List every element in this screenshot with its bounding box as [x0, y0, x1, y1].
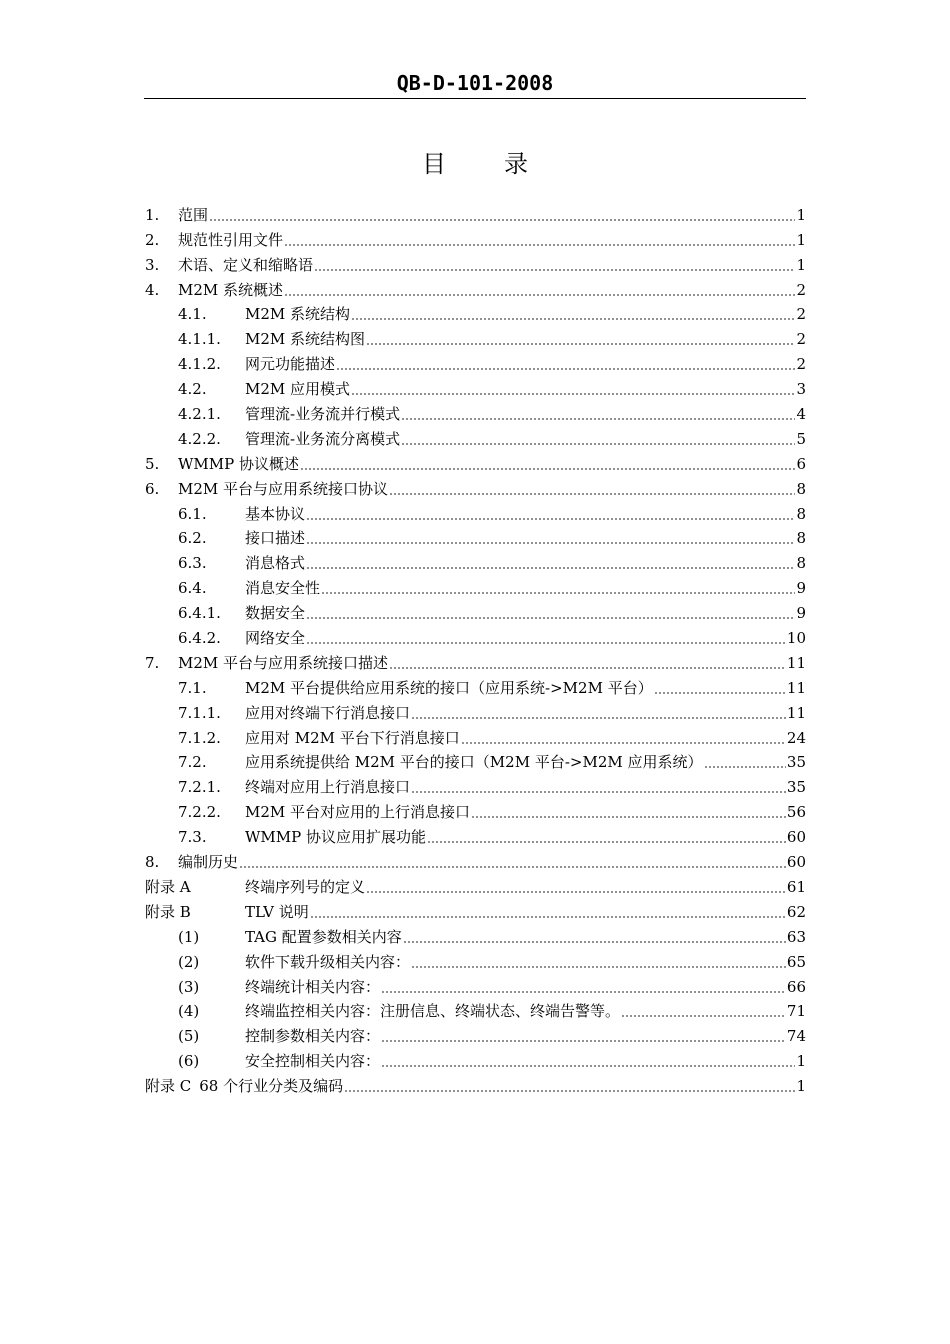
toc-entry[interactable]: [145, 424, 806, 449]
toc-entry-page: 62: [786, 902, 806, 921]
toc-entry-title: M2M 系统概述: [178, 280, 284, 299]
toc-entry-number: 4.2.: [178, 380, 207, 399]
toc-dot-leader: [389, 493, 795, 495]
toc-dot-leader: [389, 667, 786, 669]
toc-entry-page: 11: [786, 703, 806, 722]
toc-dot-leader: [239, 866, 786, 868]
toc-entry-page: 6: [796, 454, 806, 473]
toc-entry-title: 管理流-业务流分离模式: [245, 429, 401, 448]
toc-entry[interactable]: [145, 474, 806, 499]
toc-entry[interactable]: [145, 723, 806, 748]
toc-entry[interactable]: [145, 947, 806, 972]
toc-entry-number: 4.2.1.: [178, 405, 221, 424]
toc-entry-page: 24: [786, 728, 806, 747]
toc-entry-number: 附录 C: [145, 1077, 192, 1096]
toc-entry-number: (4): [178, 1002, 200, 1021]
toc-entry-number: 7.2.1.: [178, 778, 221, 797]
toc-entry-title: 编制历史: [178, 853, 239, 872]
toc-dot-leader: [300, 468, 795, 470]
toc-entry-title: 基本协议: [245, 504, 306, 523]
toc-entry-number: 6.2.: [178, 529, 207, 548]
toc-entry-title: M2M 平台提供给应用系统的接口（应用系统->M2M 平台）: [245, 678, 653, 697]
toc-entry[interactable]: [145, 499, 806, 524]
toc-entry-title: 管理流-业务流并行模式: [245, 405, 401, 424]
toc-entry-number: (5): [178, 1027, 200, 1046]
toc-dot-leader: [381, 1040, 786, 1042]
toc-entry-title: 范围: [178, 205, 209, 224]
toc-entry[interactable]: [145, 623, 806, 648]
toc-entry[interactable]: [145, 324, 806, 349]
toc-entry-number: 7.1.1.: [178, 703, 221, 722]
toc-entry[interactable]: [145, 847, 806, 872]
toc-title-char-2: 录: [504, 150, 528, 178]
toc-entry[interactable]: [145, 648, 806, 673]
toc-entry-title: M2M 系统结构图: [245, 330, 366, 349]
toc-entry-number: (3): [178, 977, 200, 996]
toc-dot-leader: [306, 542, 795, 544]
toc-dot-leader: [284, 244, 795, 246]
toc-dot-leader: [621, 1015, 786, 1017]
toc-entry[interactable]: [145, 598, 806, 623]
toc-entry-number: 5.: [145, 454, 160, 473]
toc-entry[interactable]: [145, 1071, 806, 1096]
toc-entry-page: 63: [786, 927, 806, 946]
toc-entry-number: 1.: [145, 205, 160, 224]
toc-entry-number: (6): [178, 1052, 200, 1071]
toc-dot-leader: [471, 816, 786, 818]
toc-entry[interactable]: [145, 374, 806, 399]
toc-entry-title: 网络安全: [245, 629, 306, 648]
toc-entry-title: M2M 平台与应用系统接口协议: [178, 479, 389, 498]
toc-entry-title: 终端统计相关内容：: [245, 977, 381, 996]
toc-entry-number: 7.2.: [178, 753, 207, 772]
toc-entry-number: 8.: [145, 853, 160, 872]
toc-entry-page: 2: [796, 355, 806, 374]
toc-entry-number: (1): [178, 927, 200, 946]
toc-entry[interactable]: [145, 300, 806, 325]
toc-entry[interactable]: [145, 399, 806, 424]
toc-title: [0, 146, 950, 182]
toc-entry-title: 终端序列号的定义: [245, 877, 366, 896]
toc-entry[interactable]: [145, 250, 806, 275]
toc-entry[interactable]: [145, 349, 806, 374]
toc-entry-number: 6.: [145, 479, 160, 498]
toc-entry-page: 35: [786, 753, 806, 772]
toc-entry-number: 2.: [145, 230, 160, 249]
toc-entry-number: 附录 B: [145, 902, 191, 921]
toc-dot-leader: [306, 518, 795, 520]
toc-entry-page: 56: [786, 803, 806, 822]
toc-dot-leader: [403, 941, 786, 943]
toc-entry-number: 4.2.2.: [178, 429, 221, 448]
toc-entry-page: 1: [796, 1052, 806, 1071]
toc-entry-number: 6.4.: [178, 579, 207, 598]
toc-entry-page: 8: [796, 479, 806, 498]
toc-entry-number: 4.1.: [178, 305, 207, 324]
toc-entry-page: 2: [796, 330, 806, 349]
toc-dot-leader: [351, 393, 795, 395]
toc-entry-page: 1: [796, 205, 806, 224]
toc-dot-leader: [704, 766, 786, 768]
toc-entry-page: 61: [786, 877, 806, 896]
toc-entry-number: 4.1.1.: [178, 330, 221, 349]
toc-entry-title: 网元功能描述: [245, 355, 336, 374]
toc-entry[interactable]: [145, 673, 806, 698]
toc-entry-title: 68 个行业分类及编码: [199, 1077, 344, 1096]
toc-entry-page: 10: [786, 629, 806, 648]
page-header: [144, 68, 806, 99]
toc-entry-title: M2M 平台与应用系统接口描述: [178, 653, 389, 672]
toc-dot-leader: [344, 1090, 795, 1092]
toc-entry-title: 应用对终端下行消息接口: [245, 703, 411, 722]
toc-entry-number: 附录 A: [145, 877, 191, 896]
toc-entry-title: 应用系统提供给 M2M 平台的接口（M2M 平台->M2M 应用系统）: [245, 753, 703, 772]
toc-dot-leader: [401, 443, 795, 445]
toc-dot-leader: [306, 567, 795, 569]
toc-entry[interactable]: [145, 772, 806, 797]
toc-entry-page: 71: [786, 1002, 806, 1021]
toc-entry-page: 65: [786, 952, 806, 971]
toc-dot-leader: [411, 966, 786, 968]
toc-entry[interactable]: [145, 524, 806, 549]
toc-entry-page: 8: [796, 529, 806, 548]
toc-entry-title: 安全控制相关内容：: [245, 1052, 381, 1071]
toc-dot-leader: [366, 343, 795, 345]
toc-dot-leader: [427, 841, 786, 843]
toc-entry[interactable]: [145, 897, 806, 922]
document-code: QB-D-101-2008: [396, 71, 554, 95]
toc-entry-title: 术语、定义和缩略语: [178, 255, 314, 274]
toc-dot-leader: [401, 418, 795, 420]
toc-dot-leader: [310, 916, 786, 918]
toc-entry-title: 软件下载升级相关内容：: [245, 952, 411, 971]
toc-entry-title: 规范性引用文件: [178, 230, 284, 249]
toc-dot-leader: [284, 294, 795, 296]
toc-entry-page: 60: [786, 853, 806, 872]
toc-entry-title: 消息安全性: [245, 579, 321, 598]
toc-entry-number: 7.: [145, 653, 160, 672]
toc-entry[interactable]: [145, 698, 806, 723]
toc-entry-page: 11: [786, 678, 806, 697]
toc-entry-page: 1: [796, 1077, 806, 1096]
toc-entry-title: 消息格式: [245, 554, 306, 573]
toc-dot-leader: [654, 692, 786, 694]
toc-entry-title: M2M 应用模式: [245, 380, 351, 399]
toc-entry[interactable]: [145, 822, 806, 847]
toc-entry[interactable]: [145, 1046, 806, 1071]
toc-entry-title: 接口描述: [245, 529, 306, 548]
toc-entry-page: 2: [796, 280, 806, 299]
toc-entry-title: TAG 配置参数相关内容: [245, 927, 402, 946]
toc-entry-page: 11: [786, 653, 806, 672]
toc-entry[interactable]: [145, 748, 806, 773]
toc-entry-number: 6.3.: [178, 554, 207, 573]
toc-entry-number: 7.3.: [178, 828, 207, 847]
toc-entry-number: 4.1.2.: [178, 355, 221, 374]
toc-entry-title: 应用对 M2M 平台下行消息接口: [245, 728, 460, 747]
toc-entry-page: 74: [786, 1027, 806, 1046]
toc-entry-number: 3.: [145, 255, 160, 274]
toc-entry-number: 7.2.2.: [178, 803, 221, 822]
toc-entry-title: WMMP 协议应用扩展功能: [245, 828, 426, 847]
toc-dot-leader: [411, 717, 786, 719]
toc-dot-leader: [336, 368, 795, 370]
toc-entry[interactable]: [145, 200, 806, 225]
toc-dot-leader: [306, 617, 795, 619]
toc-entry[interactable]: [145, 1021, 806, 1046]
toc-entry-page: 66: [786, 977, 806, 996]
toc-entry-number: 7.1.2.: [178, 728, 221, 747]
toc-entry[interactable]: [145, 275, 806, 300]
toc-entry[interactable]: [145, 872, 806, 897]
toc-entry-page: 1: [796, 255, 806, 274]
toc-entry[interactable]: [145, 997, 806, 1022]
toc-entry-number: 4.: [145, 280, 160, 299]
toc-entry-title: 终端监控相关内容：注册信息、终端状态、终端告警等。: [245, 1002, 621, 1021]
toc-dot-leader: [321, 592, 795, 594]
toc-dot-leader: [411, 791, 786, 793]
toc-entry-number: (2): [178, 952, 200, 971]
toc-entry-page: 35: [786, 778, 806, 797]
toc-dot-leader: [351, 318, 795, 320]
toc-dot-leader: [314, 269, 795, 271]
toc-entry-number: 6.4.2.: [178, 629, 221, 648]
table-of-contents: [145, 200, 806, 1096]
toc-entry-title: WMMP 协议概述: [178, 454, 299, 473]
toc-entry-title: 数据安全: [245, 604, 306, 623]
toc-entry-title: M2M 平台对应用的上行消息接口: [245, 803, 471, 822]
toc-entry-page: 1: [796, 230, 806, 249]
toc-title-char-1: 目: [422, 150, 446, 178]
toc-entry-title: M2M 系统结构: [245, 305, 351, 324]
toc-entry-title: TLV 说明: [245, 902, 309, 921]
toc-entry-page: 8: [796, 554, 806, 573]
toc-entry-page: 8: [796, 504, 806, 523]
toc-entry-page: 60: [786, 828, 806, 847]
toc-dot-leader: [381, 1065, 795, 1067]
toc-dot-leader: [461, 742, 786, 744]
toc-entry-page: 3: [796, 380, 806, 399]
toc-entry-page: 9: [796, 579, 806, 598]
toc-dot-leader: [209, 219, 795, 221]
toc-entry-page: 2: [796, 305, 806, 324]
toc-entry-title: 终端对应用上行消息接口: [245, 778, 411, 797]
toc-entry[interactable]: [145, 548, 806, 573]
toc-dot-leader: [306, 642, 786, 644]
toc-entry[interactable]: [145, 449, 806, 474]
toc-entry-page: 9: [796, 604, 806, 623]
toc-entry-page: 5: [796, 429, 806, 448]
toc-entry[interactable]: [145, 573, 806, 598]
toc-entry[interactable]: [145, 225, 806, 250]
toc-entry-number: 6.4.1.: [178, 604, 221, 623]
toc-dot-leader: [366, 891, 786, 893]
toc-entry[interactable]: [145, 797, 806, 822]
toc-entry-number: 6.1.: [178, 504, 207, 523]
toc-entry[interactable]: [145, 922, 806, 947]
toc-entry-title: 控制参数相关内容：: [245, 1027, 381, 1046]
toc-entry[interactable]: [145, 972, 806, 997]
toc-dot-leader: [381, 991, 786, 993]
toc-entry-page: 4: [796, 405, 806, 424]
toc-entry-number: 7.1.: [178, 678, 207, 697]
